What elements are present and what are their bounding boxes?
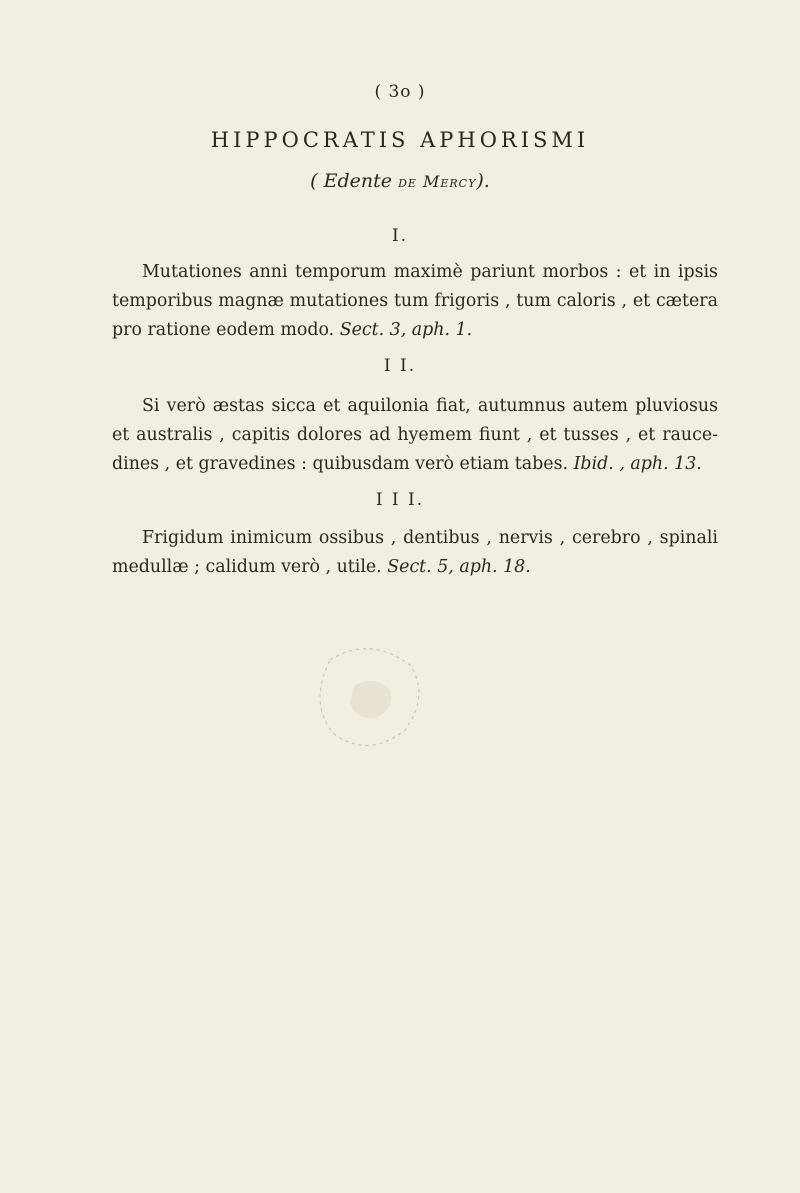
subtitle-mercy: Mercy — [422, 172, 477, 191]
subtitle-edente: Edente — [323, 170, 393, 192]
aphorism-numeral-2: I I. — [383, 356, 417, 376]
aphorism-body-1: Mutationes anni temporum maximè pariunt morbos : et in ipsis temporibus magnæ mutationes tum frigoris , tum caloris , et cætera pro ratione eodem modo. — [112, 262, 718, 340]
aphorism-numeral-1: I. — [391, 226, 409, 246]
aphorism-text-2 — [112, 392, 718, 479]
aphorism-body-2: Si verò æstas sicca et aquilonia fiat, autumnus autem pluviosus et australis , capitis dolores ad hyemem fiunt , et tusses , et rauce-dines , et gravedines : quibusdam verò etiam tabes. — [112, 396, 718, 474]
aphorism-numeral-3: I I I. — [375, 490, 425, 510]
aphorism-text-1 — [112, 258, 718, 345]
page-number: ( 3o ) — [374, 82, 426, 102]
subtitle-open: ( — [310, 170, 324, 192]
aphorism-reference-1: Sect. 3, aph. 1. — [339, 320, 473, 340]
paper-stain-mark — [300, 640, 440, 760]
aphorism-reference-2: Ibid. , aph. 13. — [573, 454, 702, 474]
page-title: HIPPOCRATIS APHORISMI — [210, 128, 590, 152]
aphorism-text-3 — [112, 524, 718, 582]
aphorism-reference-3: Sect. 5, aph. 18. — [387, 557, 531, 577]
aphorism-body-3: Frigidum inimicum ossibus , dentibus , nervis , cerebro , spinali medullæ ; calidum verò , utile. — [112, 528, 718, 577]
subtitle — [0, 170, 800, 192]
subtitle-de: de — [398, 172, 417, 191]
subtitle-close: ). — [476, 170, 490, 192]
